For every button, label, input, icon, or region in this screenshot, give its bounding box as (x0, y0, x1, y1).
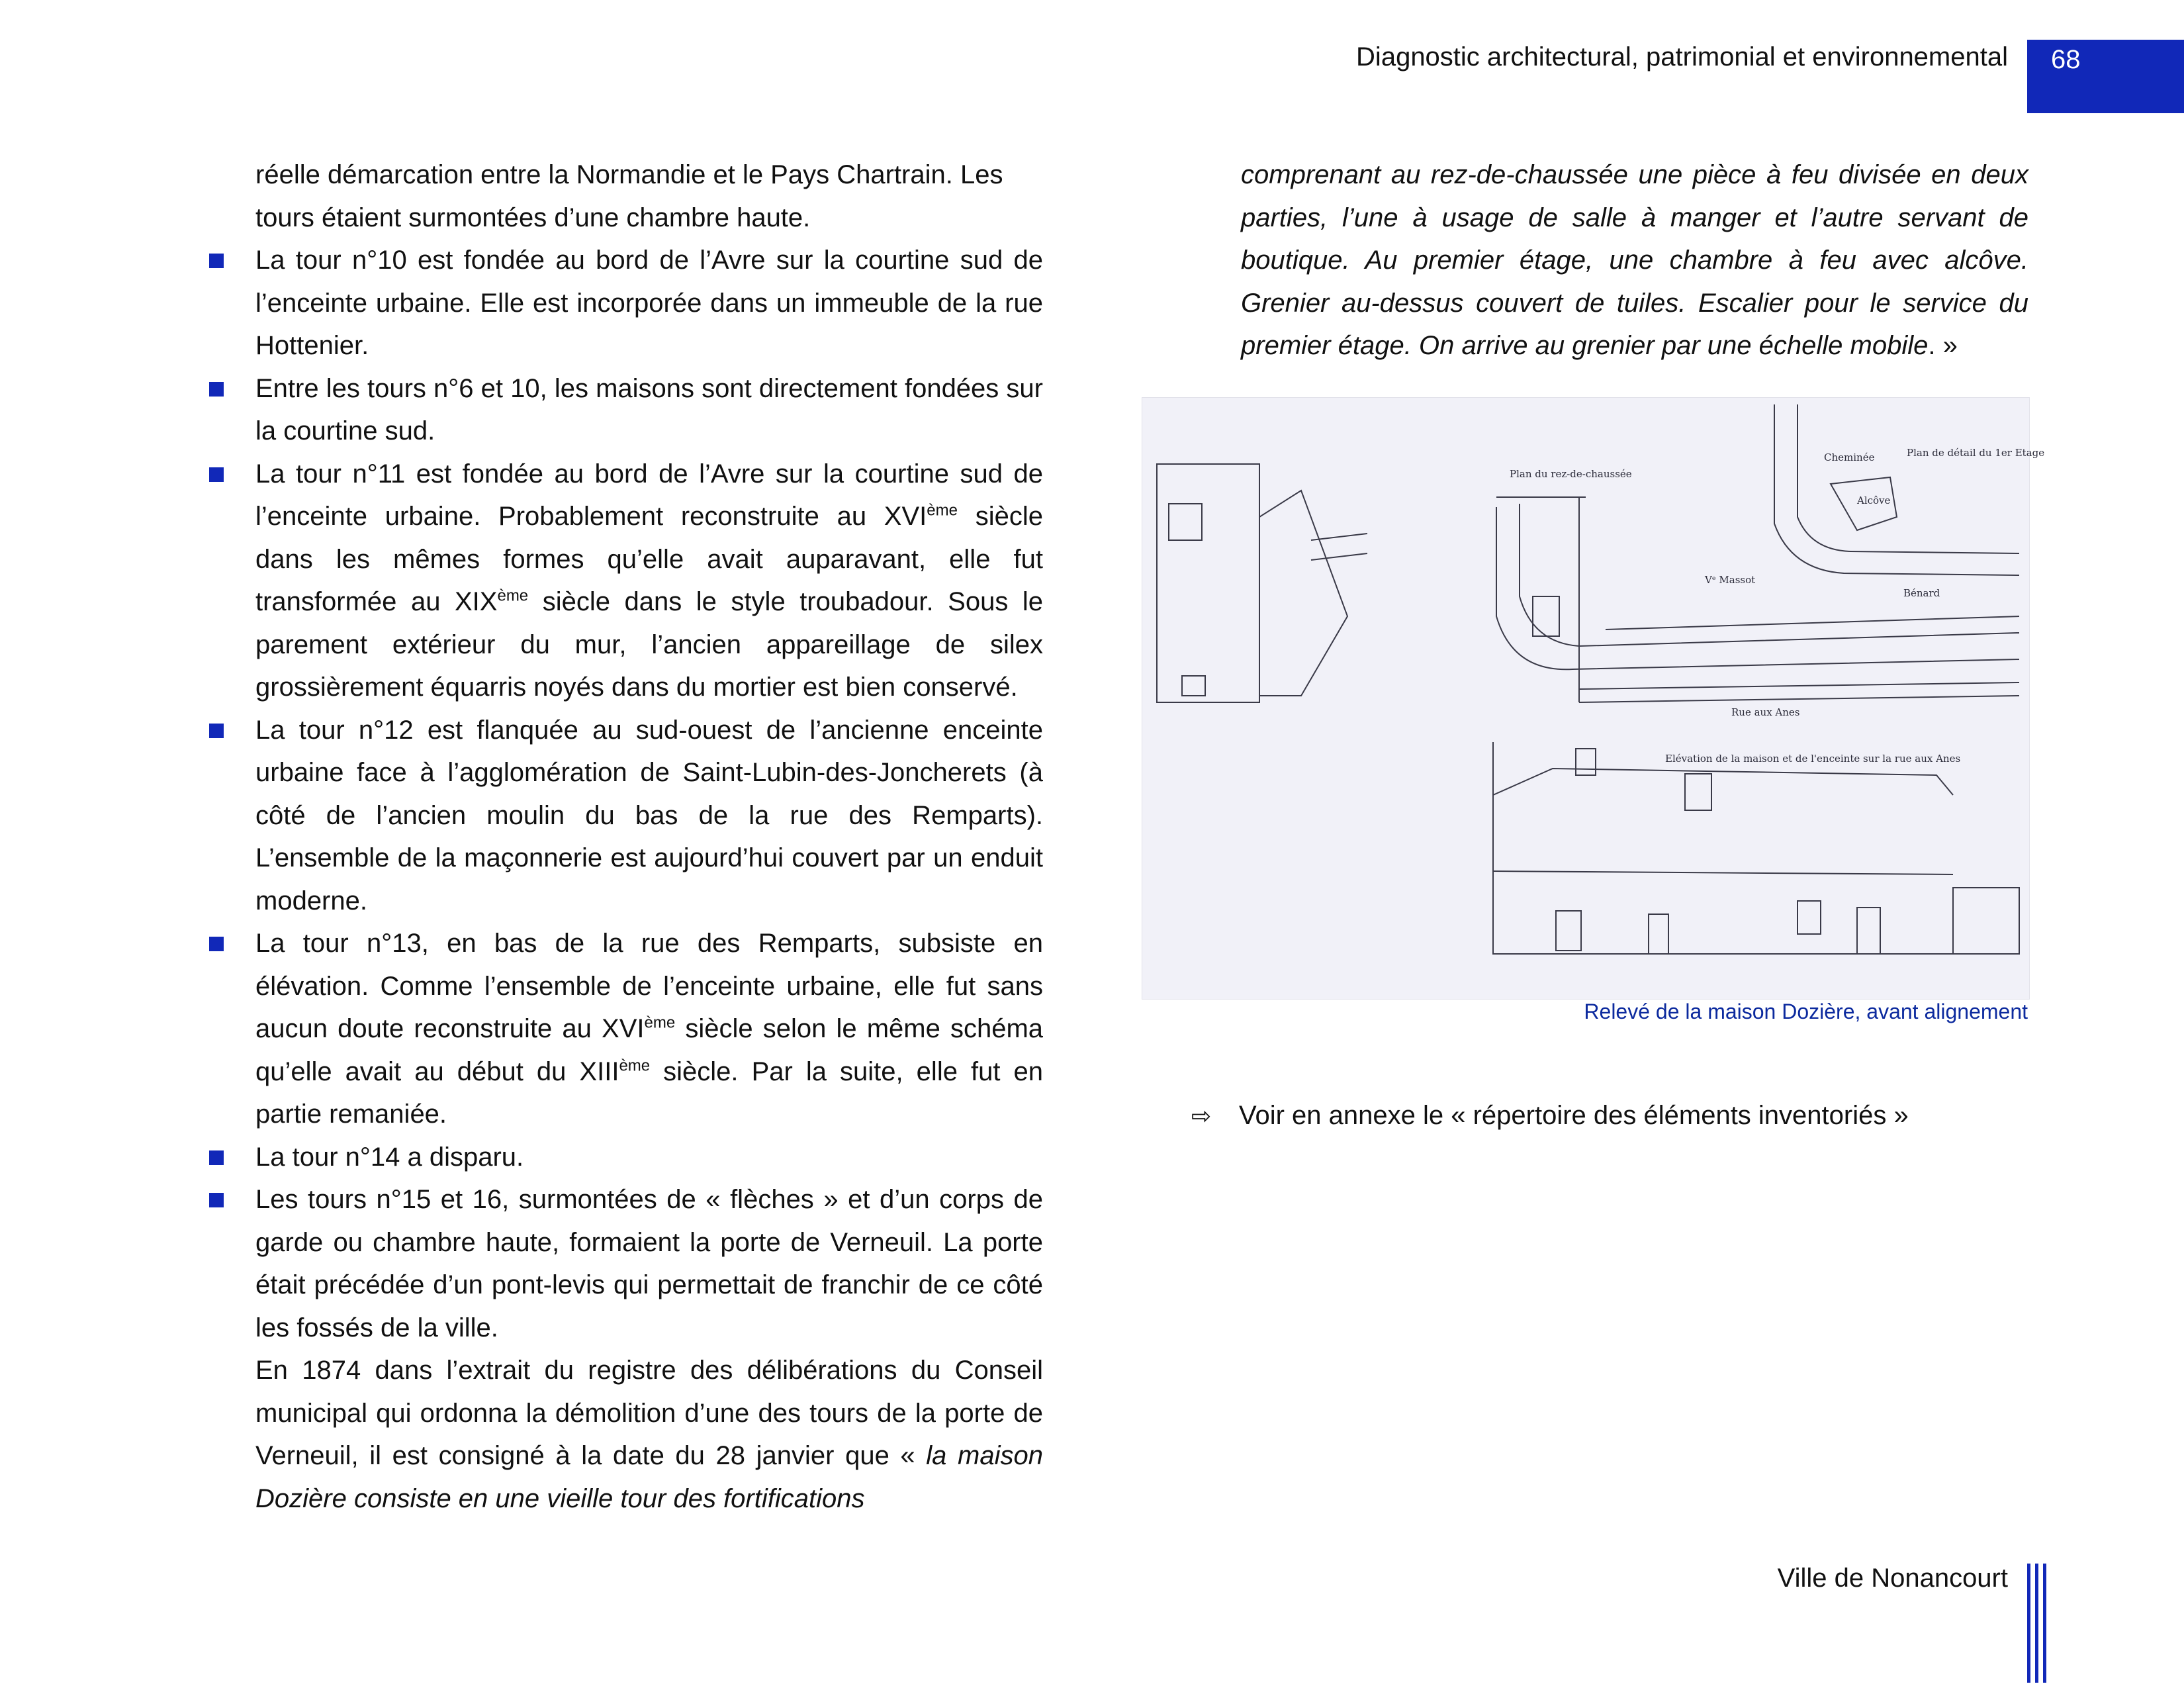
label-plan-detail: Plan de détail du 1er Etage (1907, 447, 2045, 459)
label-cheminee: Cheminée (1824, 451, 1875, 463)
see-also-note (1191, 1101, 1909, 1131)
see-also-text: Voir en annexe le « répertoire des éléments inventoriés » (1239, 1101, 1909, 1130)
square-bullet-icon (209, 382, 224, 397)
square-bullet-icon (209, 254, 224, 268)
side-door (1182, 676, 1205, 696)
figure-caption: Relevé de la maison Dozière, avant alignement (1584, 1000, 2028, 1023)
square-bullet-icon (209, 1150, 224, 1165)
footer-text: Ville de Nonancourt (1777, 1564, 2008, 1593)
staircase (1533, 596, 1559, 636)
intro-continuation: réelle démarcation entre la Normandie et le Pays Chartrain. Les tours étaient surmontées d’une chambre haute. (255, 160, 1003, 232)
window-1 (1797, 901, 1821, 934)
label-elevation: Elévation de la maison et de l'enceinte sur la rue aux Anes (1665, 753, 1961, 765)
door-3 (1857, 908, 1880, 954)
page-number-badge (2027, 40, 2184, 113)
side-elevation-wall (1157, 464, 1259, 702)
page-number: 68 (2051, 45, 2081, 74)
square-bullet-icon (209, 937, 224, 951)
list-item: Entre les tours n°6 et 10, les maisons sont directement fondées sur la courtine sud. (255, 367, 1043, 453)
running-header: Diagnostic architectural, patrimonial et environnemental (1356, 42, 2008, 71)
square-bullet-icon (209, 1193, 224, 1207)
label-benard: Bénard (1903, 587, 1940, 599)
chimney-right (1685, 774, 1711, 810)
label-alcove: Alcôve (1857, 494, 1891, 506)
architectural-drawing (1142, 397, 2045, 1000)
chimney-left (1576, 749, 1596, 775)
square-bullet-icon (209, 724, 224, 738)
footer-decoration (2027, 1564, 2047, 1683)
list-item: La tour n°10 est fondée au bord de l’Avre sur la courtine sud de l’enceinte urbaine. Elle est incorporée dans un immeuble de la rue Hottenier. (255, 239, 1043, 367)
list-item: Les tours n°15 et 16, surmontées de « flèches » et d’un corps de garde ou chambre haute, formaient la porte de Verneuil. La porte était précédée d’un pont-levis qui permettait de franchir de ce côté les fossés de la ville. (255, 1178, 1043, 1349)
street-line (1579, 682, 2019, 689)
tower-plan-outer (1774, 404, 2019, 575)
door-2 (1649, 914, 1668, 954)
list-item: La tour n°13, en bas de la rue des Remparts, subsiste en élévation. Comme l’ensemble de l’enceinte urbaine, elle fut sans aucun doute reconstruite au XVIème siècle selon le même schéma qu’elle avait au début du XIIIème siècle. Par la suite, elle fut en partie remaniée. (255, 922, 1043, 1136)
door-1 (1556, 911, 1581, 951)
list-item: La tour n°12 est flanquée au sud-ouest de l’ancienne enceinte urbaine face à l’agglomération de Saint-Lubin-des-Joncherets (à côté de l’ancien moulin du bas de la rue des Remparts). L’ensemble de la maçonnerie est aujourd’hui couvert par un enduit moderne. (255, 709, 1043, 923)
closing-paragraph: En 1874 dans l’extrait du registre des délibérations du Conseil municipal qui ordonna la démolition d’une des tours de la porte de Verneuil, il est consigné à la date du 28 janvier que « la maison Dozière consiste en une vieille tour des fortifications (255, 1356, 1043, 1513)
front-roof (1493, 769, 1953, 795)
quote-continuation: comprenant au rez-de-chaussée une pièce à feu divisée en deux parties, l’une à usage de salle à manger et l’autre servant de boutique. Au premier étage, une chambre à feu avec alcôve. Grenier au-dessus couvert de tuiles. Escalier pour le service du premier étage. On arrive au grenier par une échelle mobile. » (1241, 160, 2028, 360)
gate (1953, 888, 2019, 954)
side-window (1169, 504, 1202, 540)
list-item: La tour n°14 a disparu. (255, 1136, 1043, 1179)
label-massot: Vᵉ Massot (1705, 574, 1756, 586)
label-plan-rdc: Plan du rez-de-chaussée (1510, 468, 1632, 480)
arrow-right-icon: ⇨ (1191, 1102, 1212, 1129)
drawing-svg (1142, 398, 2045, 999)
side-roof (1259, 491, 1347, 696)
left-column (255, 154, 1043, 1520)
right-column (1241, 154, 2028, 367)
label-rue: Rue aux Anes (1731, 706, 1800, 718)
side-chimney (1311, 534, 1367, 540)
square-bullet-icon (209, 467, 224, 482)
list-item: La tour n°11 est fondée au bord de l’Avre sur la courtine sud de l’enceinte urbaine. Probablement reconstruite au XVIème siècle dans les mêmes formes qu’elle avait auparavant, elle fut transformée au XIXème siècle dans le style troubadour. Sous le parement extérieur du mur, l’ancien appareillage de silex grossièrement équarris noyés dans du mortier est bien conservé. (255, 453, 1043, 709)
